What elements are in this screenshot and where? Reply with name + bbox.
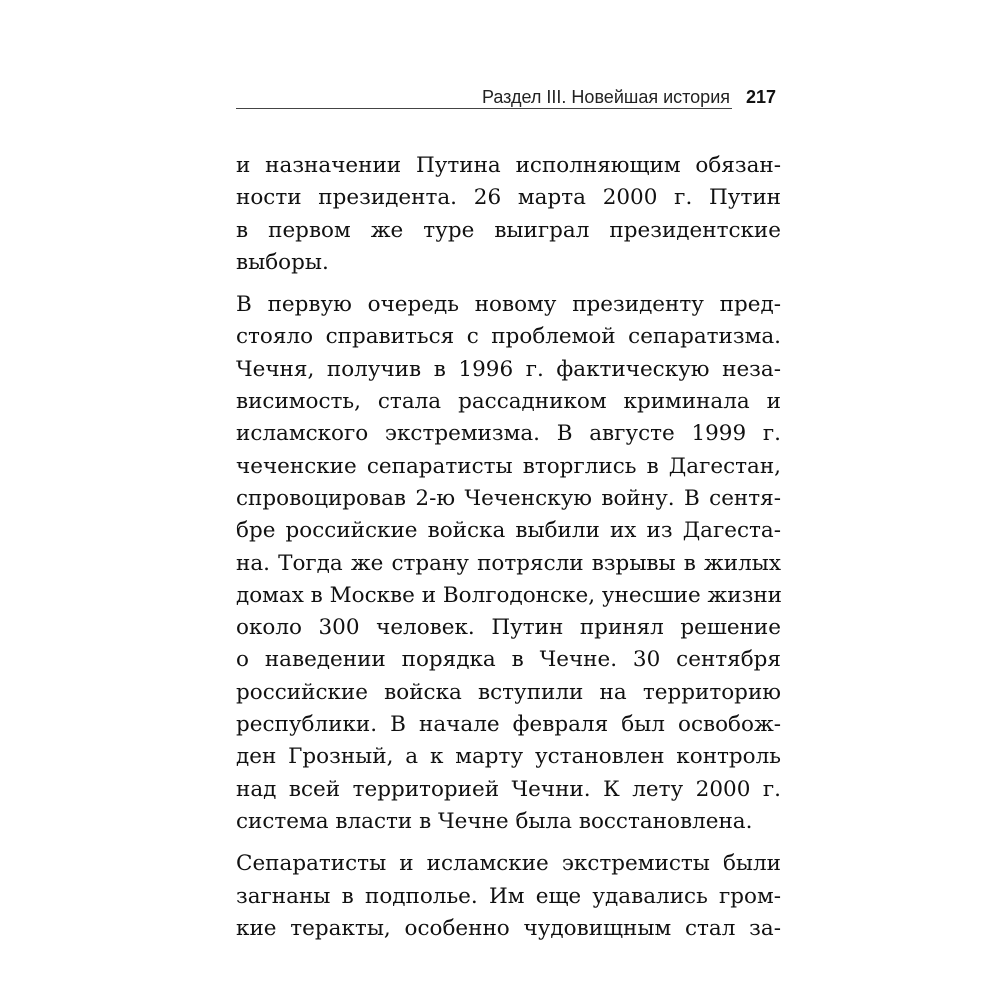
text-line: республики. В начале февраля был освобож-	[236, 712, 781, 738]
body-text	[236, 150, 781, 955]
text-line: и назначении Путина исполняющим обязан-	[236, 153, 781, 178]
text-line: спровоцировав 2-ю Чеченскую войну. В сентя-	[236, 485, 781, 511]
paragraph-3	[236, 848, 781, 945]
page-number: 217	[745, 87, 776, 107]
text-line: российские войска вступили на территорию	[236, 679, 781, 705]
text-line: исламского экстремизма. В августе 1999 г.	[236, 421, 781, 447]
paragraph-2	[236, 289, 781, 838]
text-line: висимость, стала рассадником криминала и	[236, 389, 781, 415]
header-rule	[236, 108, 732, 109]
text-line: о наведении порядка в Чечне. 30 сентября	[236, 647, 781, 673]
text-line: кие теракты, особенно чудовищным стал за-	[236, 915, 781, 941]
text-line: Сепаратисты и исламские экстремисты были	[236, 851, 781, 877]
text-line: над всей территорией Чечни. К лету 2000 г.	[236, 776, 781, 802]
text-line: Чечня, получив в 1996 г. фактическую неза-	[236, 356, 781, 382]
text-line: бре российские войска выбили их из Дагеста-	[236, 518, 781, 544]
text-line: чеченские сепаратисты вторглись в Дагестан,	[236, 453, 781, 479]
text-line: около 300 человек. Путин принял решение	[236, 615, 781, 641]
text-line: на. Тогда же страну потрясли взрывы в жилых	[236, 550, 781, 576]
text-line: система власти в Чечне была восстановлена.	[236, 808, 753, 834]
paragraph-1	[236, 150, 781, 279]
text-line: ности президента. 26 марта 2000 г. Путин	[236, 185, 781, 211]
text-line: стояло справиться с проблемой сепаратизма.	[236, 324, 781, 350]
text-line: выборы.	[236, 249, 329, 275]
text-line: загнаны в подполье. Им еще удавались гром-	[236, 883, 781, 909]
running-header	[236, 84, 776, 110]
text-line: в первом же туре выиграл президентские	[236, 217, 781, 243]
section-title: Раздел III. Новейшая история	[481, 87, 730, 107]
text-line: домах в Москве и Волгодонске, унесшие жизни	[236, 582, 782, 608]
text-line: ден Грозный, а к марту установлен контроль	[236, 744, 781, 770]
text-line: В первую очередь новому президенту пред-	[236, 292, 781, 318]
